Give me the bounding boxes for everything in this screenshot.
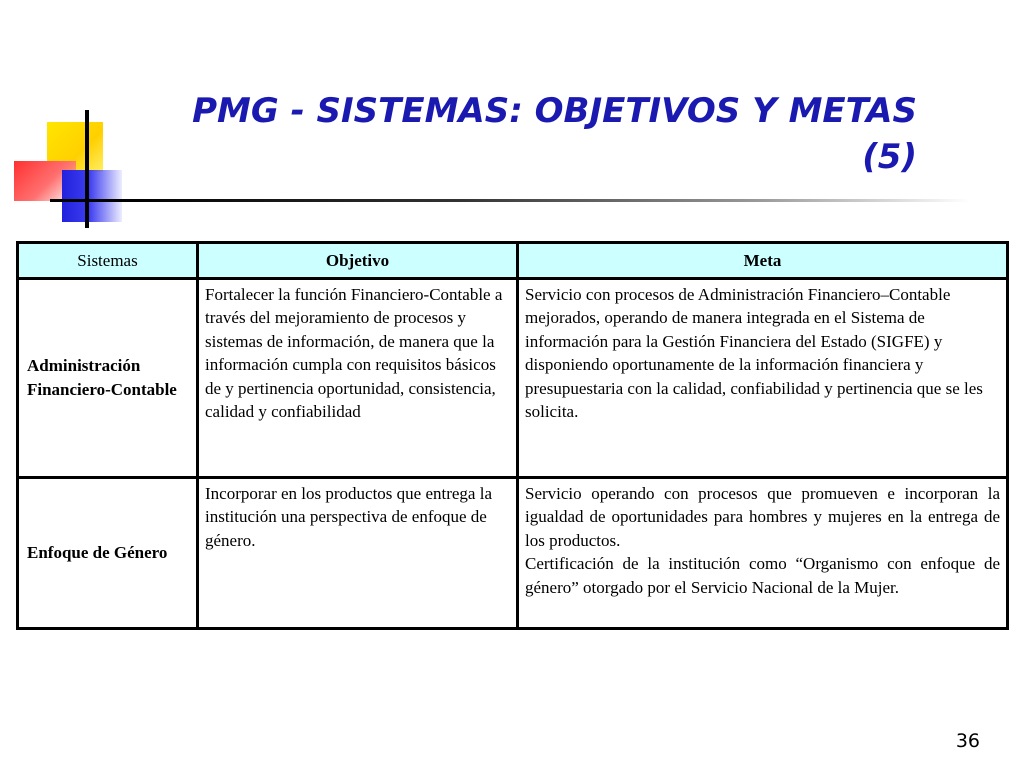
header-meta: Meta [518,243,1008,279]
header-objetivo: Objetivo [198,243,518,279]
page-number: 36 [955,730,980,752]
blue-square [62,170,122,222]
title-underline [120,199,970,202]
objectives-table [16,241,1009,630]
sistema-cell: Enfoque de Género [18,477,198,628]
objetivo-cell: Incorporar en los productos que entrega la institución una perspectiva de enfoque de género. [198,477,518,628]
header-sistemas: Sistemas [18,243,198,279]
table-header-row [18,243,1008,279]
objetivo-cell: Fortalecer la función Financiero-Contable a través del mejoramiento de procesos y sistemas de información, de manera que la información cumpla con requisitos básicos de y pertinencia oportunidad, consistencia, calidad y confiabilidad [198,278,518,477]
logo-horizontal-line [50,199,120,202]
table-row [18,477,1008,628]
meta-paragraph: Certificación de la institución como “Organismo con enfoque de género” otorgado por el Servicio Nacional de la Mujer. [525,554,1000,597]
meta-cell [518,477,1008,628]
page-title [130,88,917,180]
logo-vertical-line [85,110,89,228]
meta-paragraph: Servicio operando con procesos que promueven e incorporan la igualdad de oportunidades para hombres y mujeres en la entrega de los productos. [525,483,1000,550]
table-row [18,278,1008,477]
sistema-cell: Administración Financiero-Contable [18,278,198,477]
title-line-1: PMG - SISTEMAS: OBJETIVOS Y METAS [192,91,917,131]
meta-cell: Servicio con procesos de Administración Financiero–Contable mejorados, operando de manera integrada en el Sistema de información para la Gestión Financiera del Estado (SIGFE) y disponiendo oportunamente de la información financiera y presupuestaria con la calidad, confiabilidad y pertinencia que se les solicita. [518,278,1008,477]
title-line-2: (5) [862,137,917,177]
